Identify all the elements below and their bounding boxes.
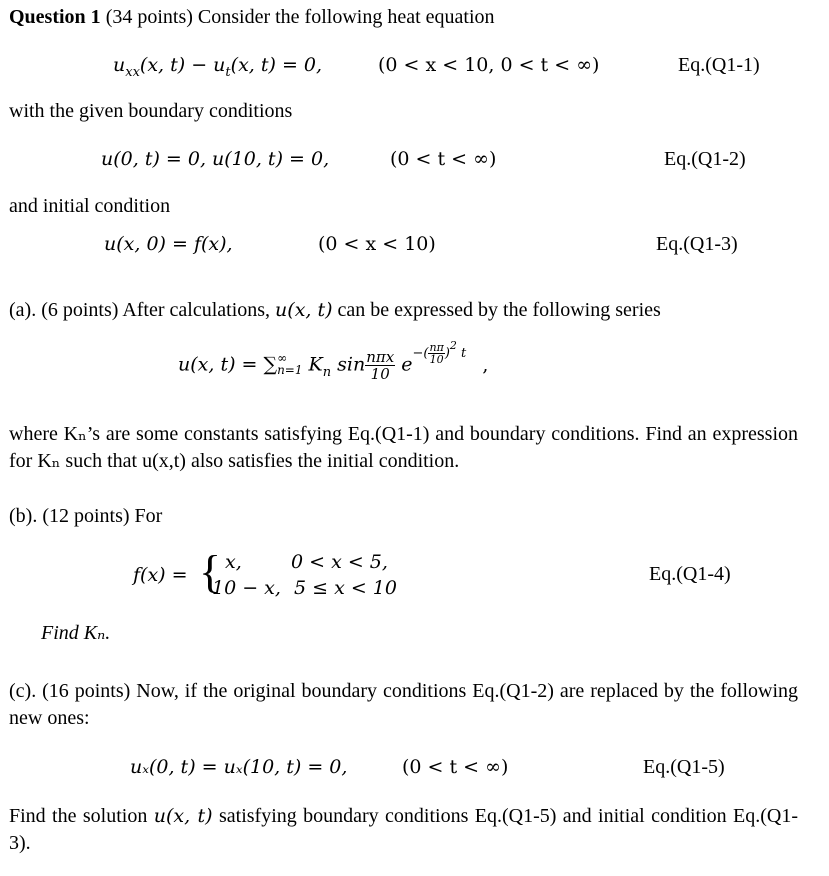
part-c-find-uxt: u(x, t) (153, 805, 213, 827)
question-intro: Consider the following heat equation (197, 6, 495, 28)
eq1-args1: (x, t) − u (139, 54, 226, 76)
series-frac-num: nπx (366, 348, 395, 366)
eq1-u: u (113, 54, 126, 76)
eq1-args2: (x, t) = 0, (230, 54, 323, 76)
part-a-label: (a). (6 points) (9, 299, 119, 321)
part-b-heading: (b). (12 points) For (9, 505, 163, 527)
exp-minus: −( (412, 345, 429, 361)
series-kn: K (308, 353, 323, 376)
series-exp-base: e (401, 353, 413, 376)
equation-q1-3-tag: Eq.(Q1-3) (656, 233, 738, 255)
equation-q1-5: uₓ(0, t) = uₓ(10, t) = 0, (130, 756, 348, 778)
exp-square: 2 (449, 338, 457, 352)
part-a-text1: After calculations, (122, 299, 271, 321)
exp-t: t (461, 345, 467, 361)
sum-sup: ∞ (277, 350, 288, 365)
piecewise-brace: { (199, 546, 222, 597)
equation-q1-1 (113, 54, 323, 80)
series-frac-den: 10 (370, 365, 390, 383)
equation-q1-5-tag: Eq.(Q1-5) (643, 756, 725, 778)
exp-frac-den: 10 (429, 352, 444, 366)
eq1-sub-t: t (225, 65, 231, 80)
exp-close: ) (444, 345, 450, 361)
series-sin: sin (337, 353, 366, 376)
sum-sub: n=1 (277, 362, 303, 377)
piecewise-f-lhs: f(x) = (133, 564, 188, 586)
piecewise-case2-expr: 10 − x, (212, 577, 281, 599)
question-label: Question 1 (9, 6, 101, 28)
part-c-find-post: satisfying boundary conditions Eq.(Q1-5) and initial condition Eq.(Q1-3). (9, 805, 798, 854)
part-c-find (9, 803, 798, 857)
exp-frac-num: nπ (429, 340, 444, 354)
equation-q1-3-domain: (0 < x < 10) (318, 233, 436, 255)
series-comma: , (482, 353, 489, 376)
equation-q1-1-domain: (0 < x < 10, 0 < t < ∞) (378, 54, 600, 76)
series-exponent (412, 338, 467, 366)
series-equation (178, 338, 489, 383)
question-heading (9, 6, 495, 29)
equation-q1-1-tag: Eq.(Q1-1) (678, 54, 760, 76)
series-lhs: u(x, t) = ∑ (178, 353, 278, 376)
equation-q1-2: u(0, t) = 0, u(10, t) = 0, (101, 148, 330, 170)
part-a-body: where Kₙ’s are some constants satisfying Eq.(Q1-1) and boundary conditions. Find an expression for Kₙ such that u(x,t) also satisfies the initial condition. (9, 423, 798, 472)
question-points: (34 points) (105, 6, 193, 28)
exp-fraction (428, 342, 444, 365)
equation-q1-3: u(x, 0) = f(x), (104, 233, 233, 255)
text-initial-intro: and initial condition (9, 195, 171, 217)
text-boundary-intro: with the given boundary conditions (9, 100, 293, 122)
part-a-heading (9, 299, 661, 322)
part-a-text2: can be expressed by the following series (337, 299, 661, 321)
series-fraction (365, 349, 395, 382)
equation-q1-4-tag: Eq.(Q1-4) (649, 563, 731, 585)
series-kn-sub: n (322, 364, 332, 380)
piecewise-case1-expr: x, (225, 551, 242, 573)
part-a-uxt: u(x, t) (275, 299, 333, 321)
eq1-sub-xx: xx (125, 65, 140, 80)
part-b-find: Find Kₙ. (41, 622, 111, 644)
part-c-find-pre: Find the solution (9, 805, 148, 827)
equation-q1-2-domain: (0 < t < ∞) (390, 148, 497, 170)
part-c-body: (c). (16 points) Now, if the original boundary conditions Eq.(Q1-2) are replaced by the following new ones: (9, 680, 798, 729)
piecewise-case1-cond: 0 < x < 5, (291, 551, 388, 573)
equation-q1-2-tag: Eq.(Q1-2) (664, 148, 746, 170)
piecewise-case2-cond: 5 ≤ x < 10 (294, 577, 397, 599)
equation-q1-5-domain: (0 < t < ∞) (402, 756, 509, 778)
